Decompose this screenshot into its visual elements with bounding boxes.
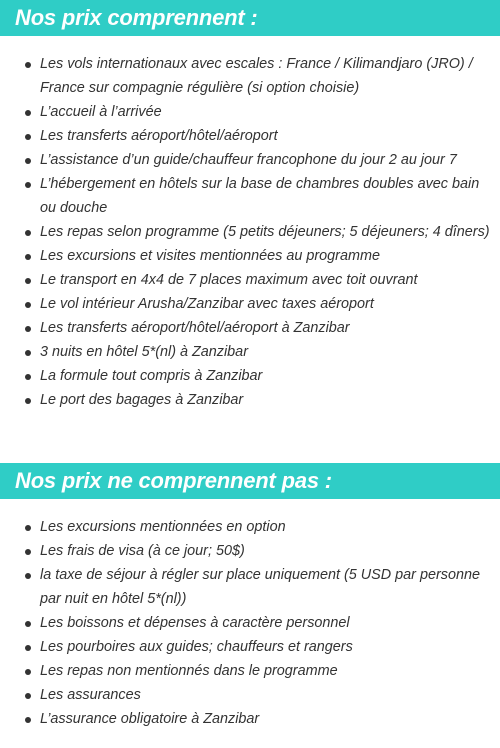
list-item bbox=[0, 515, 500, 539]
list-item-text: L’assurance obligatoire à Zanzibar bbox=[40, 711, 260, 727]
bullet-dot-icon bbox=[25, 110, 31, 116]
bullet-dot-icon bbox=[25, 573, 31, 579]
excluded-list bbox=[0, 499, 500, 731]
list-item bbox=[0, 611, 500, 635]
excluded-section bbox=[0, 463, 500, 731]
bullet-dot-icon bbox=[25, 398, 31, 404]
list-item-text: 3 nuits en hôtel 5*(nl) à Zanzibar bbox=[40, 344, 248, 360]
list-item-text: Les boissons et dépenses à caractère personnel bbox=[40, 615, 350, 631]
bullet-dot-icon bbox=[25, 230, 31, 236]
bullet-dot-icon bbox=[25, 302, 31, 308]
bullet-dot-icon bbox=[25, 134, 31, 140]
bullet-dot-icon bbox=[25, 326, 31, 332]
included-title: Nos prix comprennent : bbox=[15, 5, 258, 30]
list-item bbox=[0, 388, 500, 412]
excluded-title: Nos prix ne comprennent pas : bbox=[15, 468, 332, 493]
included-header bbox=[0, 0, 500, 36]
bullet-dot-icon bbox=[25, 525, 31, 531]
list-item-text: Les repas selon programme (5 petits déjeuners; 5 déjeuners; 4 dîners) bbox=[40, 224, 490, 240]
list-item bbox=[0, 340, 500, 364]
excluded-header bbox=[0, 463, 500, 499]
bullet-dot-icon bbox=[25, 278, 31, 284]
list-item-text: Les excursions mentionnées en option bbox=[40, 519, 286, 535]
list-item-text: Les vols internationaux avec escales : France / Kilimandjaro (JRO) / France sur compagnie régulière (si option choisie) bbox=[40, 56, 473, 96]
bullet-dot-icon bbox=[25, 693, 31, 699]
list-item bbox=[0, 683, 500, 707]
bullet-dot-icon bbox=[25, 374, 31, 380]
list-item-text: L’assistance d’un guide/chauffeur francophone du jour 2 au jour 7 bbox=[40, 152, 457, 168]
list-item-text: Le vol intérieur Arusha/Zanzibar avec taxes aéroport bbox=[40, 296, 374, 312]
list-item bbox=[0, 100, 500, 124]
list-item bbox=[0, 364, 500, 388]
list-item bbox=[0, 268, 500, 292]
bullet-dot-icon bbox=[25, 62, 31, 68]
list-item-text: Le transport en 4x4 de 7 places maximum avec toit ouvrant bbox=[40, 272, 418, 288]
bullet-dot-icon bbox=[25, 350, 31, 356]
list-item bbox=[0, 148, 500, 172]
list-item-text: Les transferts aéroport/hôtel/aéroport bbox=[40, 128, 278, 144]
list-item-text: Les assurances bbox=[40, 687, 141, 703]
included-list bbox=[0, 36, 500, 412]
list-item-text: La formule tout compris à Zanzibar bbox=[40, 368, 263, 384]
bullet-dot-icon bbox=[25, 717, 31, 723]
bullet-dot-icon bbox=[25, 621, 31, 627]
list-item-text: Les repas non mentionnés dans le programme bbox=[40, 663, 338, 679]
list-item bbox=[0, 244, 500, 268]
list-item bbox=[0, 52, 500, 100]
list-item-text: Les frais de visa (à ce jour; 50$) bbox=[40, 543, 245, 559]
list-item-text: Les excursions et visites mentionnées au programme bbox=[40, 248, 380, 264]
list-item bbox=[0, 220, 500, 244]
bullet-dot-icon bbox=[25, 549, 31, 555]
bullet-dot-icon bbox=[25, 182, 31, 188]
list-item-text: Les pourboires aux guides; chauffeurs et rangers bbox=[40, 639, 353, 655]
list-item bbox=[0, 563, 500, 611]
list-item bbox=[0, 316, 500, 340]
list-item-text: L’hébergement en hôtels sur la base de chambres doubles avec bain ou douche bbox=[40, 176, 480, 216]
list-item bbox=[0, 707, 500, 731]
list-item-text: Les transferts aéroport/hôtel/aéroport à Zanzibar bbox=[40, 320, 350, 336]
list-item-text: Le port des bagages à Zanzibar bbox=[40, 392, 244, 408]
list-item-text: la taxe de séjour à régler sur place uniquement (5 USD par personne par nuit en hôtel 5*(nl)) bbox=[40, 567, 480, 607]
list-item bbox=[0, 659, 500, 683]
list-item bbox=[0, 124, 500, 148]
bullet-dot-icon bbox=[25, 254, 31, 260]
bullet-dot-icon bbox=[25, 669, 31, 675]
list-item bbox=[0, 292, 500, 316]
list-item-text: L’accueil à l’arrivée bbox=[40, 104, 162, 120]
list-item bbox=[0, 635, 500, 659]
bullet-dot-icon bbox=[25, 645, 31, 651]
list-item bbox=[0, 172, 500, 220]
bullet-dot-icon bbox=[25, 158, 31, 164]
list-item bbox=[0, 539, 500, 563]
